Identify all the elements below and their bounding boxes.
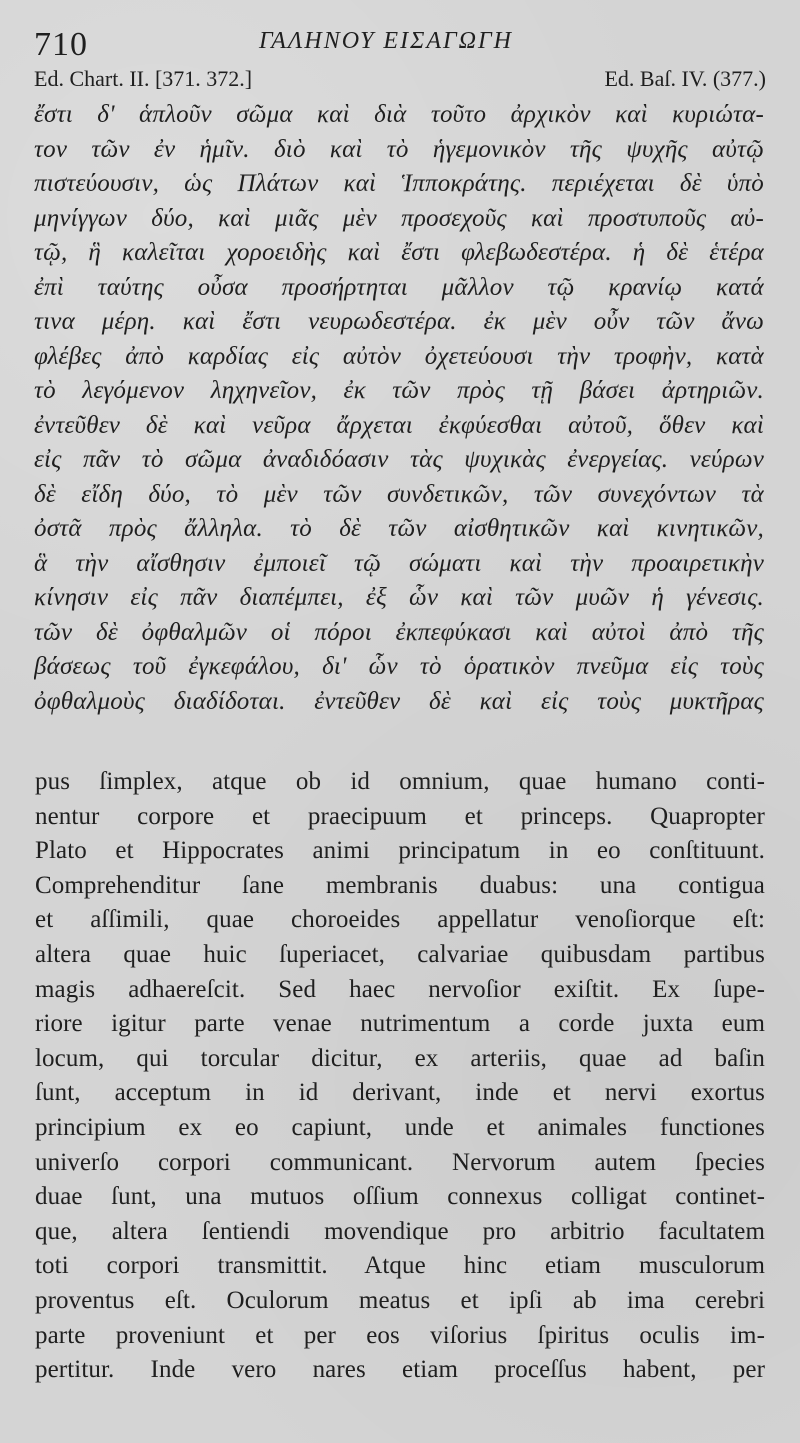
edition-right: Ed. Baſ. IV. (377.) <box>604 66 766 91</box>
latin-line: riore igitur parte venae nutrimentum a corde juxta eum <box>35 1010 765 1038</box>
greek-line: κίνησιν εἰς πᾶν διαπέμπει, ἐξ ὧν καὶ τῶν μυῶν ἡ γένεσις. <box>34 584 764 611</box>
edition-left: Ed. Chart. II. [371. 372.] <box>34 66 253 91</box>
running-head <box>34 18 766 63</box>
latin-line: Comprehenditur ſane membranis duabus: una contigua <box>35 871 765 899</box>
running-title: ΓΑΛΗΝΟΥ ΕΙΣΑΓΩΓΗ <box>259 28 513 54</box>
greek-line: ἃ τὴν αἴσθησιν ἐμποιεῖ τῷ σώματι καὶ τὴν προαιρετικὴν <box>34 549 764 577</box>
greek-line: ἔστι δ' ἁπλοῦν σῶμα καὶ διὰ τοῦτο ἀρχικὸν καὶ κυριώτα- <box>34 101 764 128</box>
greek-line: ὀφθαλμοὺς διαδίδοται. ἐντεῦθεν δὲ καὶ εἰς τοὺς μυκτῆρας <box>34 687 764 715</box>
greek-line: μηνίγγων δύο, καὶ μιᾶς μὲν προσεχοῦς καὶ προστυποῦς αὐ- <box>34 204 764 232</box>
latin-line: et aſſimili, quae choroeides appellatur venoſiorque eſt: <box>35 906 765 934</box>
greek-text-block <box>34 98 764 719</box>
latin-text-block <box>35 765 765 1388</box>
greek-line: δὲ εἴδη δύο, τὸ μὲν τῶν συνδετικῶν, τῶν συνεχόντων τὰ <box>34 480 764 508</box>
greek-line: τον τῶν ἐν ἡμῖν. διὸ καὶ τὸ ἡγεμονικὸν τῆς ψυχῆς αὐτῷ <box>34 135 764 163</box>
latin-line: que, altera ſentiendi movendique pro arbitrio facultatem <box>35 1217 765 1245</box>
latin-line: altera quae huic ſuperiacet, calvariae quibusdam partibus <box>35 940 765 968</box>
greek-line: βάσεως τοῦ ἐγκεφάλου, δι' ὧν τὸ ὁρατικὸν πνεῦμα εἰς τοὺς <box>34 653 764 680</box>
latin-line: toti corpori transmittit. Atque hinc etiam musculorum <box>35 1252 765 1280</box>
greek-line: ἐντεῦθεν δὲ καὶ νεῦρα ἄρχεται ἐκφύεσθαι αὐτοῦ, ὅθεν καὶ <box>34 411 764 439</box>
greek-line: φλέβες ἀπὸ καρδίας εἰς αὐτὸν ὀχετεύουσι τὴν τροφὴν, κατὰ <box>34 342 764 370</box>
latin-line: pertitur. Inde vero nares etiam proceſſus habent, per <box>35 1356 765 1384</box>
latin-line: proventus eſt. Oculorum meatus et ipſi ab ima cerebri <box>35 1286 765 1314</box>
greek-line: ἐπὶ ταύτης οὖσα προσήρτηται μᾶλλον τῷ κρανίῳ κατά <box>34 273 764 301</box>
greek-line: εἰς πᾶν τὸ σῶμα ἀναδιδόασιν τὰς ψυχικὰς ἐνεργείας. νεύρων <box>34 446 764 473</box>
greek-line: τὸ λεγόμενον ληχηνεῖον, ἐκ τῶν πρὸς τῇ βάσει ἀρτηριῶν. <box>34 377 764 404</box>
latin-line: parte proveniunt et per eos viſorius ſpiritus oculis im- <box>35 1321 765 1349</box>
greek-line: τῷ, ἣ καλεῖται χοροειδὴς καὶ ἔστι φλεβωδεστέρα. ἡ δὲ ἑτέρα <box>34 239 764 266</box>
latin-line: univerſo corpori communicant. Nervorum autem ſpecies <box>35 1148 765 1176</box>
latin-line: magis adhaereſcit. Sed haec nervoſior exiſtit. Ex ſupe- <box>35 975 765 1003</box>
greek-line: τῶν δὲ ὀφθαλμῶν οἱ πόροι ἐκπεφύκασι καὶ αὐτοὶ ἀπὸ τῆς <box>34 618 764 646</box>
edition-line <box>34 68 766 98</box>
page-number: 710 <box>34 26 88 63</box>
latin-line: nentur corpore et praecipuum et princeps. Quapropter <box>35 802 765 830</box>
latin-line: duae ſunt, una mutuos oſſium connexus colligat continet- <box>35 1183 765 1211</box>
greek-line: ὀστᾶ πρὸς ἄλληλα. τὸ δὲ τῶν αἰσθητικῶν καὶ κινητικῶν, <box>34 515 764 542</box>
greek-line: πιστεύουσιν, ὡς Πλάτων καὶ Ἱπποκράτης. περιέχεται δὲ ὑπὸ <box>34 170 764 197</box>
latin-line: pus ſimplex, atque ob id omnium, quae humano conti- <box>35 768 765 795</box>
section-gap <box>0 734 800 754</box>
latin-line: ſunt, acceptum in id derivant, inde et nervi exortus <box>35 1079 765 1107</box>
latin-line: principium ex eo capiunt, unde et animales functiones <box>35 1113 765 1141</box>
greek-line: τινα μέρη. καὶ ἔστι νευρωδεστέρα. ἐκ μὲν οὖν τῶν ἄνω <box>34 308 764 335</box>
latin-line: locum, qui torcular dicitur, ex arteriis, quae ad baſin <box>35 1044 765 1072</box>
latin-line: Plato et Hippocrates animi principatum in eo conſtituunt. <box>35 837 765 865</box>
